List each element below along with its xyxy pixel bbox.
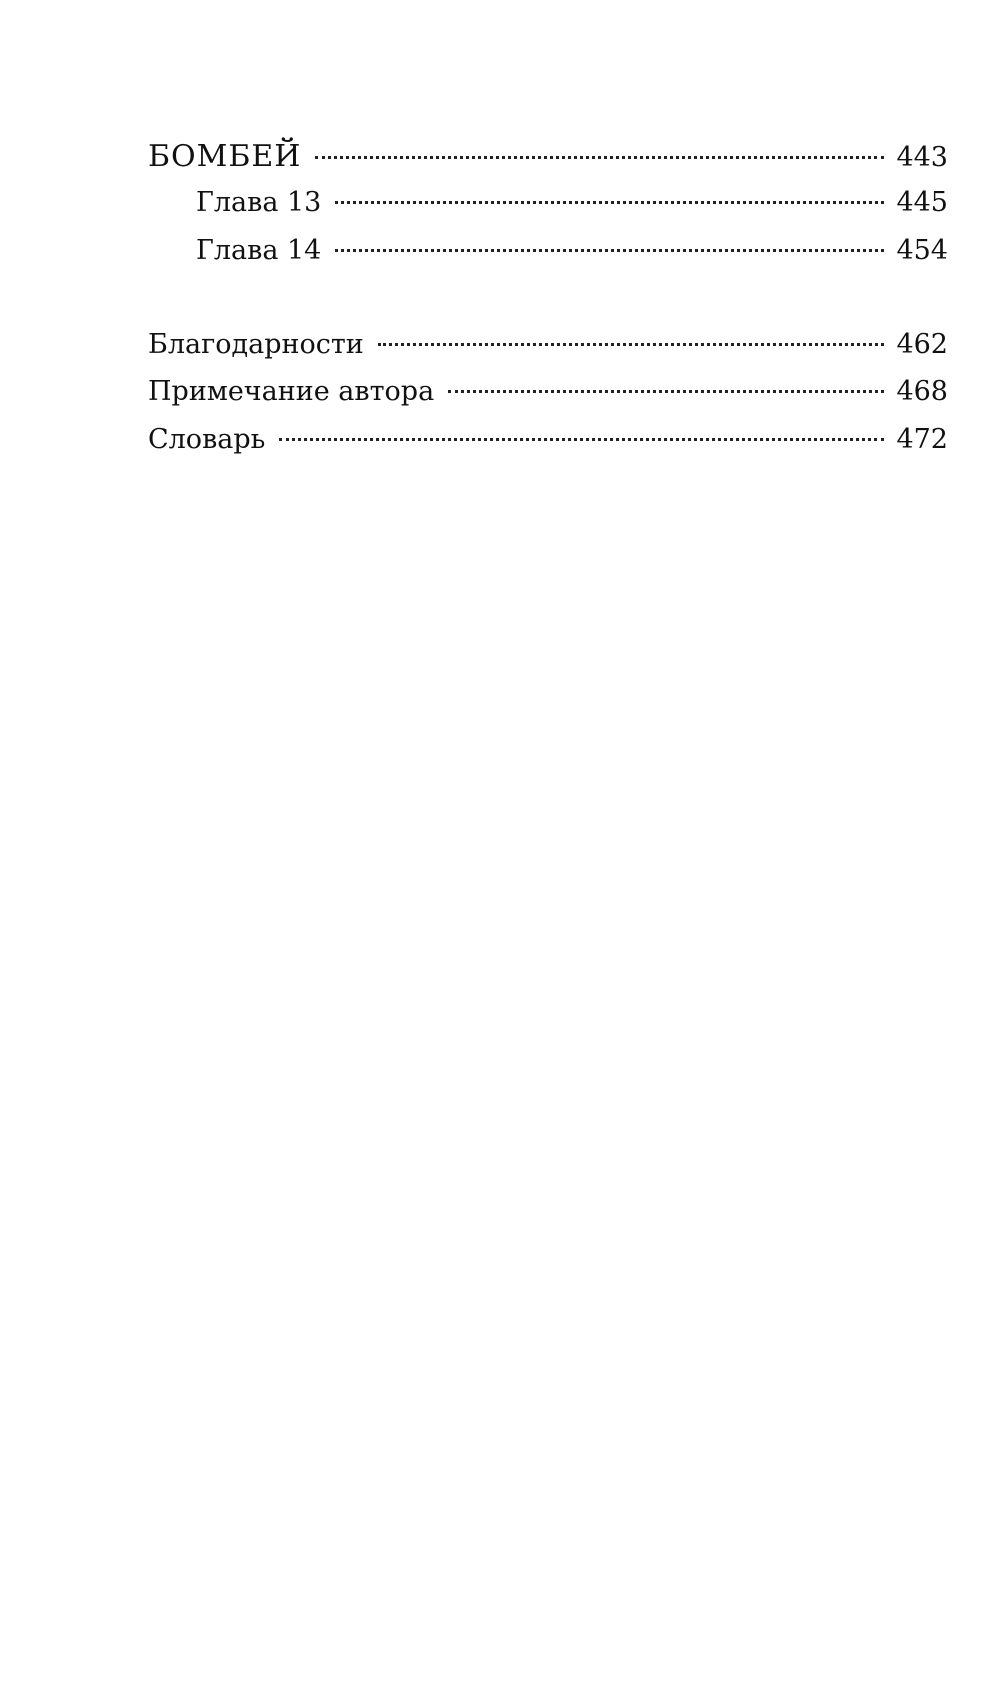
dot-leader	[279, 438, 884, 441]
dot-leader	[335, 249, 884, 252]
toc-entry-page: 468	[896, 376, 948, 407]
dot-leader	[378, 343, 885, 346]
toc-entry-chapter[interactable]	[148, 178, 948, 228]
toc-entry-label: Глава 13	[196, 187, 322, 218]
toc-entry-page: 454	[896, 235, 948, 266]
toc-entry-chapter[interactable]	[148, 226, 948, 276]
toc-entry-label: Глава 14	[196, 235, 322, 266]
toc-entry-label: Примечание автора	[148, 376, 435, 407]
toc-entry-label: Благодарности	[148, 329, 364, 360]
toc-entry-label: БОМБЕЙ	[148, 139, 302, 174]
toc-entry-page: 445	[896, 187, 948, 218]
dot-leader	[448, 390, 884, 393]
toc-entry-part[interactable]	[148, 132, 948, 182]
toc-entry-author-note[interactable]	[148, 367, 948, 417]
toc-entry-label: Словарь	[148, 424, 266, 455]
toc-entry-page: 472	[896, 424, 948, 455]
toc-entry-page: 443	[896, 142, 948, 173]
toc-entry-page: 462	[896, 329, 948, 360]
toc-entry-glossary[interactable]	[148, 415, 948, 465]
dot-leader	[315, 156, 884, 159]
dot-leader	[335, 201, 884, 204]
toc-entry-acknowledgements[interactable]	[148, 320, 948, 370]
